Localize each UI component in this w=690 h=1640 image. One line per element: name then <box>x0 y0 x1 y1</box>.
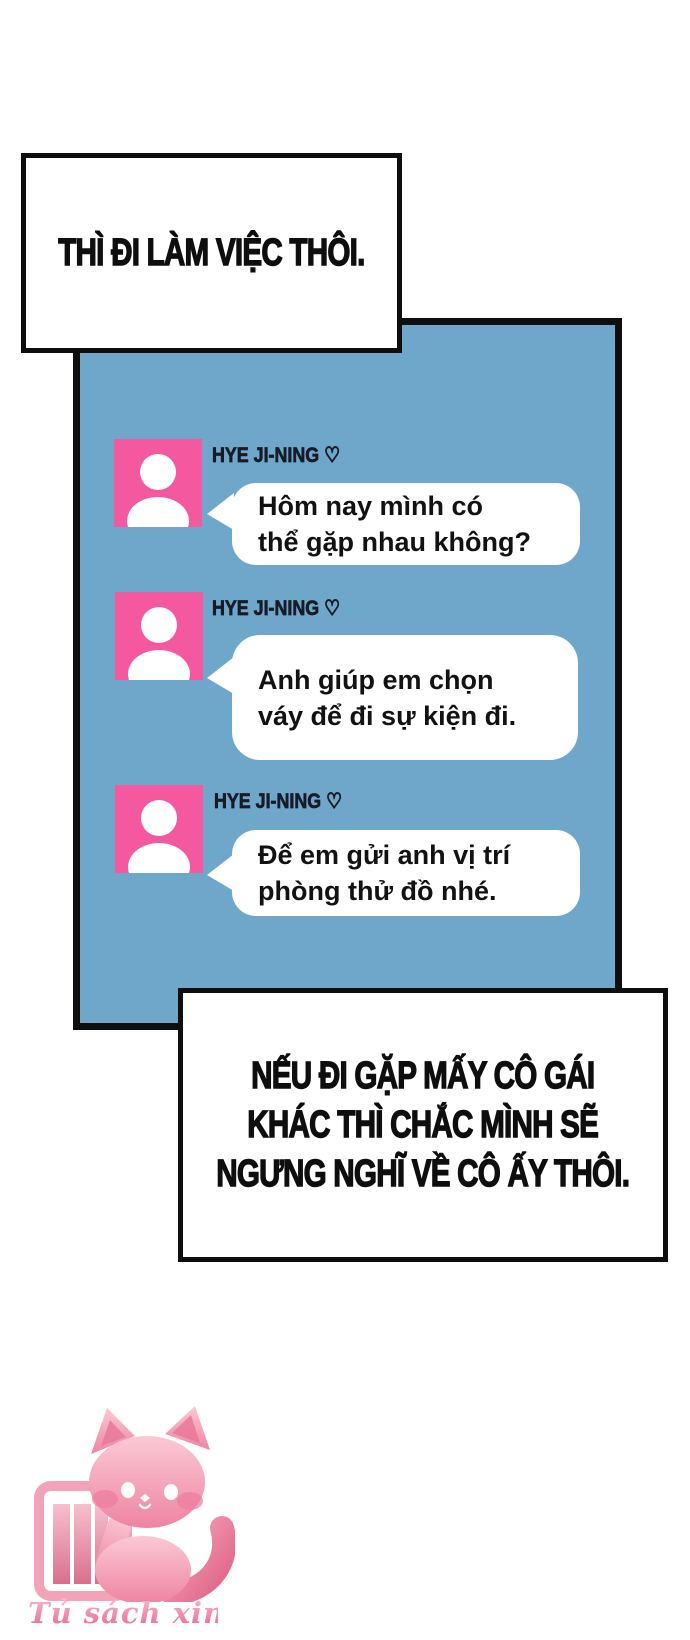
chat-bubble <box>232 830 580 916</box>
narration-line: KHÁC THÌ CHẮC MÌNH SẼ <box>247 1103 599 1146</box>
phone-chat-panel <box>73 318 622 1030</box>
avatar-person-icon <box>115 785 203 873</box>
bubble-text-line: Hôm nay mình có <box>258 491 484 521</box>
avatar <box>114 439 202 527</box>
bubble-tail <box>207 493 234 531</box>
bubble-tail <box>207 854 234 892</box>
avatar-person-icon <box>114 439 202 527</box>
narration-box-top <box>21 153 402 353</box>
avatar <box>115 785 203 873</box>
bubble-tail <box>207 657 234 695</box>
sender-name: HYE JI-NING ♡ <box>214 790 343 813</box>
bubble-text-line: Để em gửi anh vị trí <box>258 840 511 870</box>
avatar-person-icon <box>115 592 203 680</box>
narration-text <box>217 1052 630 1199</box>
sender-name: HYE JI-NING ♡ <box>212 444 341 467</box>
chat-bubble <box>232 635 578 760</box>
narration-line: NẾU ĐI GẶP MẤY CÔ GÁI <box>251 1054 595 1097</box>
publisher-cat-logo <box>25 1402 235 1602</box>
narration-box-bottom <box>178 988 668 1262</box>
bubble-text-line: Anh giúp em chọn <box>258 664 494 695</box>
bubble-text-line: váy để đi sự kiện đi. <box>258 700 517 731</box>
narration-text: THÌ ĐI LÀM VIỆC THÔI. <box>58 231 365 274</box>
avatar <box>115 592 203 680</box>
bubble-text-line: phòng thử đồ nhé. <box>258 876 497 906</box>
chat-bubble <box>232 483 580 565</box>
bubble-text-line: thể gặp nhau không? <box>258 527 531 557</box>
narration-line: NGƯNG NGHĨ VỀ CÔ ẤY THÔI. <box>216 1152 630 1195</box>
publisher-brand-name: Tủ sách xinh xinh <box>28 1596 333 1630</box>
sender-name: HYE JI-NING ♡ <box>212 597 341 620</box>
cat-mascot-icon <box>89 1406 224 1602</box>
